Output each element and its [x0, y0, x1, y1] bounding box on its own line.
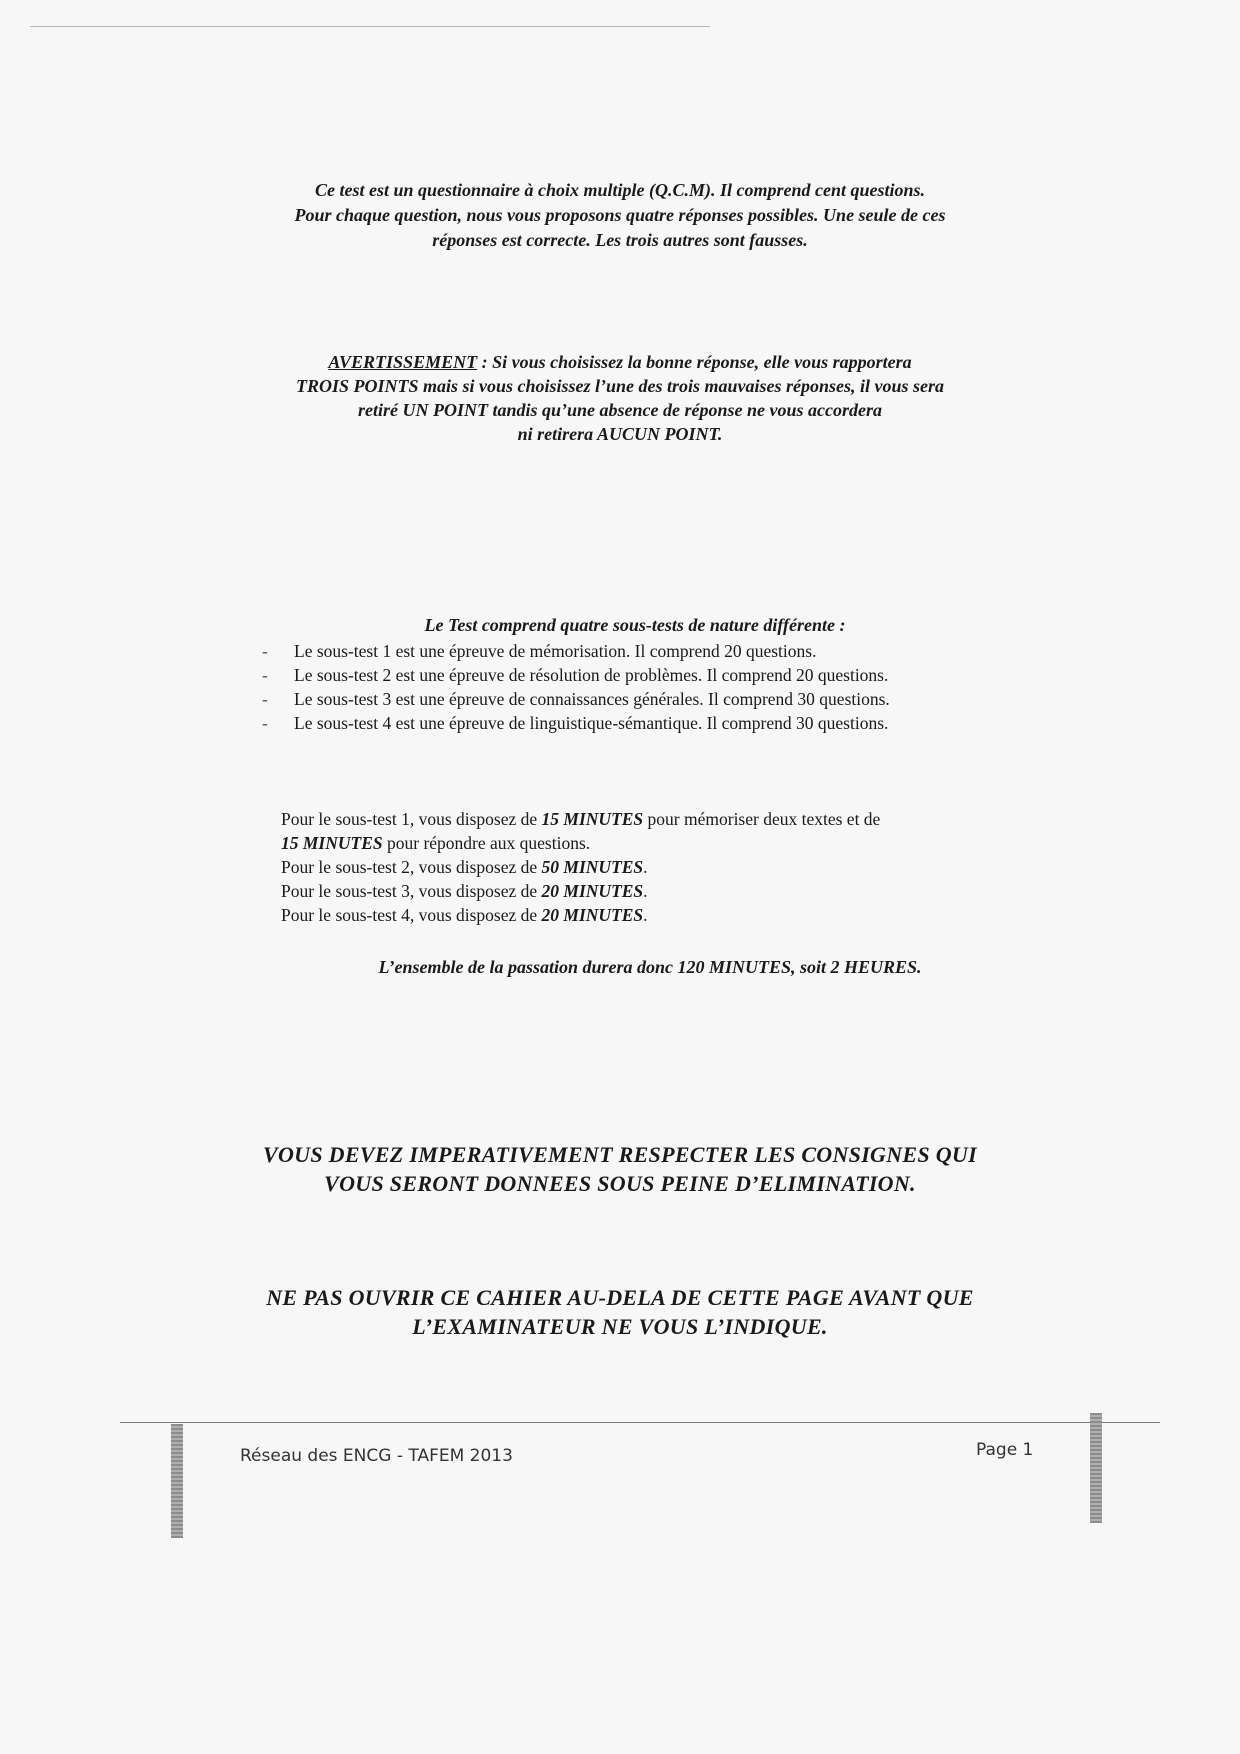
- warning-label: AVERTISSEMENT: [328, 352, 478, 372]
- do-not-open-notice: [0, 1283, 1240, 1341]
- page-number: Page 1: [976, 1440, 1034, 1460]
- timing-line: 15 MINUTES pour répondre aux questions.: [281, 833, 591, 853]
- warning-line: : Si vous choisissez la bonne réponse, elle vous rapportera: [477, 352, 912, 372]
- warning-line: TROIS POINTS mais si vous choisissez l’une des trois mauvaises réponses, il vous sera: [295, 376, 945, 396]
- instructions-notice: [0, 1140, 1240, 1198]
- bullet-dash: -: [262, 689, 268, 709]
- timing-line: Pour le sous-test 3, vous disposez de 20 MINUTES.: [281, 881, 648, 901]
- timing-section: [281, 807, 1041, 927]
- warning-line: ni retirera AUCUN POINT.: [517, 424, 723, 444]
- top-scan-rule: [30, 26, 710, 27]
- intro-line: réponses est correcte. Les trois autres sont fausses.: [432, 230, 808, 250]
- list-item: - Le sous-test 2 est une épreuve de résolution de problèmes. Il comprend 20 questions.: [262, 665, 889, 685]
- footer-source: Réseau des ENCG - TAFEM 2013: [240, 1446, 513, 1466]
- list-item: - Le sous-test 3 est une épreuve de connaissances générales. Il comprend 30 questions.: [262, 689, 890, 709]
- notice-line: NE PAS OUVRIR CE CAHIER AU-DELA DE CETTE PAGE AVANT QUE: [266, 1285, 974, 1310]
- notice-line: VOUS SERONT DONNEES SOUS PEINE D’ELIMINATION.: [324, 1171, 916, 1196]
- intro-line: Ce test est un questionnaire à choix multiple (Q.C.M). Il comprend cent questions.: [314, 180, 926, 200]
- intro-line: Pour chaque question, nous vous proposons quatre réponses possibles. Une seule de ces: [294, 205, 946, 225]
- list-item: - Le sous-test 4 est une épreuve de linguistique-sémantique. Il comprend 30 questions.: [262, 713, 889, 733]
- notice-line: VOUS DEVEZ IMPERATIVEMENT RESPECTER LES CONSIGNES QUI: [263, 1142, 977, 1167]
- subtests-list: [0, 639, 1240, 735]
- bullet-dash: -: [262, 641, 268, 661]
- footer-right-bar: [1090, 1413, 1102, 1523]
- list-item: - Le sous-test 1 est une épreuve de mémorisation. Il comprend 20 questions.: [262, 641, 817, 661]
- warning-line: retiré UN POINT tandis qu’une absence de réponse ne vous accordera: [358, 400, 882, 420]
- timing-line: Pour le sous-test 4, vous disposez de 20 MINUTES.: [281, 905, 648, 925]
- total-duration: L’ensemble de la passation durera donc 120 MINUTES, soit 2 HEURES.: [378, 957, 922, 977]
- notice-line: L’EXAMINATEUR NE VOUS L’INDIQUE.: [412, 1314, 828, 1339]
- intro-paragraph: [0, 178, 1240, 253]
- timing-line: Pour le sous-test 2, vous disposez de 50 MINUTES.: [281, 857, 648, 877]
- timing-line: Pour le sous-test 1, vous disposez de 15 MINUTES pour mémoriser deux textes et de: [281, 809, 881, 829]
- bullet-dash: -: [262, 713, 268, 733]
- subtests-section: [0, 613, 1240, 735]
- footer-rule: [120, 1422, 1160, 1423]
- subtests-title: Le Test comprend quatre sous-tests de nature différente :: [424, 615, 846, 635]
- footer-left-bar: [171, 1424, 183, 1538]
- bullet-dash: -: [262, 665, 268, 685]
- warning-paragraph: [0, 350, 1240, 446]
